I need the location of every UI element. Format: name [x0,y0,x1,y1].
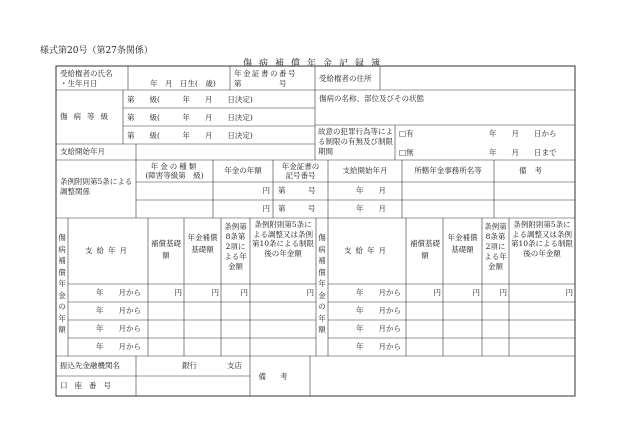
page-title: 傷病補償年金記録簿 [242,59,387,69]
payment-start-label: 支給開始年月 [60,147,105,156]
remarks-label: 備考 [258,372,302,381]
annuity-left-label: 傷病補償年金の年額 [58,233,66,334]
restriction-from-date[interactable]: 年 月 日から [489,129,557,138]
grade-row-1[interactable]: 第 級( 年 月 日決定) [127,95,253,104]
bank-name-field[interactable]: 銀行 支店 [182,361,242,370]
article5-amount-cell[interactable]: 円 [262,186,270,195]
account-number-label: 口座番号 [60,381,118,390]
col-base-amount: 補償基礎額 [410,239,440,260]
col-article8-amount: 条例第8条第2項による年金額 [224,222,247,271]
recipient-address-label: 受給権者の住所 [319,74,372,83]
col-annual-base-amount: 年金補償基礎額 [447,233,478,254]
col-annuity-type: 年金の種類 [150,162,199,171]
period-from-cell[interactable]: 年 月から [96,324,141,333]
form-number-label: 様式第20号（第27条関係） [40,46,153,56]
period-from-cell[interactable]: 年 月から [96,306,141,315]
col-adjusted-amount: 条例附則第5条による調整又は条例第10条による制限後の年金額 [251,220,315,258]
recipient-birth-label: ・生年月日 [60,79,98,88]
col-annuity-amount: 年金の年額 [224,166,262,175]
bank-name-label: 振込先金融機関名 [60,361,120,370]
period-from-cell[interactable]: 年 月から [356,342,401,351]
col-annual-base-amount: 年金補償基礎額 [187,233,218,254]
recipient-name-label: 受給権者の氏名 [60,69,113,78]
col-cert-number-line2: 記号番号 [285,171,316,180]
col-article8-amount: 条例第8条第2項による年金額 [484,222,507,271]
restriction-no-checkbox[interactable]: □無 [399,148,414,157]
annual-base-amount-cell[interactable]: 円 [211,288,219,297]
restriction-yes-checkbox[interactable]: □有 [399,129,414,138]
annuity-left-label: 傷病補償年金の年額 [318,233,326,334]
col-note: 備考 [519,166,550,175]
period-from-cell[interactable]: 年 月から [96,342,141,351]
col-pension-office: 所轄年金事務所名等 [414,166,482,175]
article5-adjustment-label: 条例附則第5条による調整関係 [60,177,133,196]
base-amount-cell[interactable]: 円 [174,288,182,297]
col-payment-start: 支給開始年月 [342,166,388,175]
article8-amount-cell[interactable]: 円 [240,288,248,297]
grade-row-2[interactable]: 第 級( 年 月 日決定) [127,113,253,122]
cert-number-field[interactable]: 第 号 [234,79,287,88]
period-from-cell[interactable]: 年 月から [356,306,401,315]
period-from-cell[interactable]: 年 月から [96,288,141,297]
adjusted-amount-cell[interactable]: 円 [306,288,314,297]
annual-base-amount-cell[interactable]: 円 [472,288,480,297]
adjusted-amount-cell[interactable]: 円 [565,288,573,297]
cert-number-label: 年金証書の番号 [234,69,297,78]
col-annuity-type-grade: (障害等級第 級) [145,171,204,180]
grade-label: 傷病等級 [60,112,114,121]
base-amount-cell[interactable]: 円 [433,288,441,297]
article5-start-cell[interactable]: 年 月 [356,186,386,195]
article5-start-cell[interactable]: 年 月 [356,204,386,213]
restriction-until-date[interactable]: 年 月 日まで [489,148,557,157]
col-payment-period: 支給年月 [85,246,131,255]
col-base-amount: 補償基礎額 [151,239,181,260]
article5-amount-cell[interactable]: 円 [262,204,270,213]
period-from-cell[interactable]: 年 月から [356,324,401,333]
injury-description-label: 傷病の名称、部位及びその状態 [319,94,424,103]
period-from-cell[interactable]: 年 月から [356,288,401,297]
col-adjusted-amount: 条例附則第5条による調整又は条例第10条による制限後の年金額 [510,220,574,258]
restriction-label: 故意の犯罪行為等による制限の有無及び制限期間 [318,127,393,156]
col-cert-number: 年金証書の [281,162,320,171]
article5-cert-cell[interactable]: 第 号 [278,186,316,195]
birth-date-field[interactable]: 年 月 日生( 歳) [150,79,216,88]
grade-row-3[interactable]: 第 級( 年 月 日決定) [127,131,253,140]
col-payment-period: 支給年月 [344,246,390,255]
article5-cert-cell[interactable]: 第 号 [278,204,316,213]
article8-amount-cell[interactable]: 円 [499,288,507,297]
